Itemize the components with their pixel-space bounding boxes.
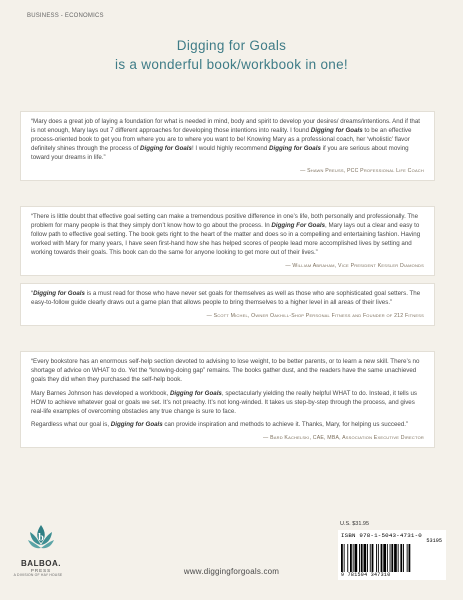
quote-text: , Mary lays out a clear and easy to follow path to effective goal setting. The book gets right to the heart of the matter and does so in a compelling and entertaining fashion. Having worked with Mary for many years, I have seen first-hand how she has helped scores of people lead more accomplished lives by setting and working towards their goals. This book can do the same for anyone looking to get more out of their lives.” (31, 221, 421, 256)
barcode-digits: 9 781504 347310 (341, 572, 391, 578)
testimonial-quote (31, 421, 424, 430)
book-title-mention: Digging For Goals (271, 221, 326, 229)
svg-text:b: b (38, 532, 44, 544)
quote-text: to be an effective process-oriented book to get you from where you are to where you want to be! Knowing Mary as a professional coach, her ‘wholistic’ flavor definitely shines through the process of (31, 126, 412, 152)
testimonial-quote (31, 390, 424, 417)
quote-text: ! I would highly recommend (191, 144, 269, 152)
publisher-brand: BALBOA. (21, 559, 61, 568)
lotus-b-icon (26, 523, 56, 553)
quote-text: can provide inspiration and methods to achieve it. Thanks, Mary, for helping us succeed.” (162, 421, 409, 429)
testimonial-attribution: — Bard Kachelski, CAE, MBA, Association Executive Director (263, 435, 424, 442)
testimonial-card (20, 283, 435, 326)
isbn-text: ISBN 978-1-5043-4731-0 (341, 532, 422, 539)
headline-line-2: is a wonderful book/workbook in one! (115, 57, 348, 72)
testimonial-card (20, 351, 435, 448)
quote-text: “ (31, 290, 34, 297)
testimonial-quote (31, 118, 424, 163)
testimonial-quote (31, 213, 424, 258)
testimonial-card (20, 111, 435, 181)
testimonial-card (20, 206, 435, 276)
website-url: www.diggingforgoals.com (183, 567, 280, 576)
headline-line-1: Digging for Goals (176, 38, 287, 53)
price-label: U.S. $31.95 (340, 521, 370, 527)
quote-text: if you are serious about moving toward your dreams in life.” (31, 144, 409, 161)
quote-text: Mary Barnes Johnson has developed a workbook, (31, 389, 170, 397)
quote-text: “There is little doubt that effective goal setting can make a tremendous positive difference in one’s life, both personally and professionally. The problem for many people is that they simply don’t know how to go about the process. In (31, 213, 419, 229)
testimonial-quote (31, 358, 424, 385)
publisher-imprint: PRESS (30, 568, 52, 573)
book-title-mention: Digging for Goals (169, 389, 222, 397)
category-label: BUSINESS - ECONOMICS (27, 13, 104, 19)
quote-text: Regardless what our goal is, (31, 421, 111, 429)
quote-text: is a must read for those who have never set goals for themselves as well as those who are sophisticated goal setters. The easy-to-follow guide clearly draws out a game plan that allows people to bring themselves to a higher level in all areas of their lives.” (31, 290, 421, 306)
testimonial-attribution: — William Abraham, Vice President Kessler Diamonds (285, 262, 424, 269)
quote-text: , spectacularly yielding the really helpful WHAT to do. Instead, it tells us HOW to achieve whatever goal or goals we set. It’s not preachy. It’s not long-winded. It takes us step-by-step through the process, and gives real-life examples of overcoming obstacles any true change is sure to face. (31, 389, 417, 415)
headline (0, 36, 463, 74)
testimonial-quote (31, 290, 424, 308)
price-code: 53195 (426, 538, 442, 544)
quote-text: “Mary does a great job of laying a foundation for what is needed in mind, body and spirit to develop your desires/ dreams/intentions. And if that is not enough, Mary lays out 7 different approaches for developing those intentions into reality. I found (31, 118, 421, 134)
testimonial-attribution: — Scott Michel, Owner Oakhill-Shop Personal Fitness and Founder of 212 Fitness (206, 312, 424, 319)
book-title-mention: Digging for Goals (310, 126, 363, 134)
book-title-mention: Digging for Goals (33, 290, 85, 297)
book-title-mention: Digging for Goals (269, 144, 321, 152)
publisher-division: A DIVISION OF HAY HOUSE (13, 573, 63, 577)
book-title-mention: Digging for Goals (140, 144, 192, 152)
quote-text: “Every bookstore has an enormous self-help section devoted to advising to lose weight, to be better parents, or to learn a new skill. There’s no shortage of advice on WHAT to do. Yet the “knowing-doing gap” remains. The books gather dust, and the readers have the same unachieved goals they did when they purchased the self-help book. (31, 358, 420, 383)
book-title-mention: Digging for Goals (110, 421, 163, 429)
testimonial-attribution: — Shawn Preuss, PCC Professional Life Coach (300, 167, 424, 174)
